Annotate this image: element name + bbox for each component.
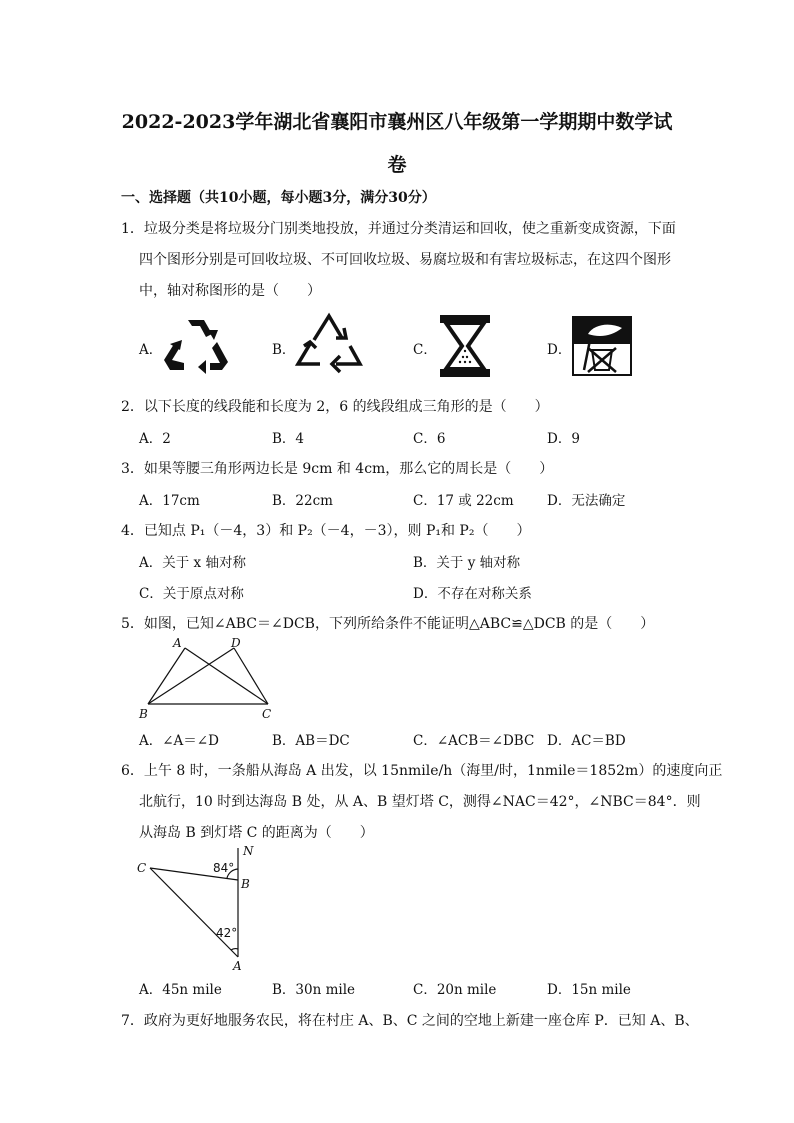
q1-line1: 1．垃圾分类是将垃圾分门别类地投放，并通过分类清运和回收，使之重新变成资源，下面 xyxy=(121,221,676,237)
q1-line3: 中，轴对称图形的是（ ） xyxy=(139,283,321,299)
q2-option-a[interactable]: A．2 xyxy=(139,431,171,447)
q6-angle-a: 42° xyxy=(216,926,238,940)
q6-line1: 6．上午 8 时，一条船从海岛 A 出发，以 15nmile/h（海里/时，1nmile＝1852m）的速度向正 xyxy=(121,763,723,779)
q5-label-a: A xyxy=(173,636,182,650)
q3-option-d[interactable]: D．无法确定 xyxy=(547,493,626,509)
q2-option-b[interactable]: B．4 xyxy=(272,431,305,447)
q5-option-d[interactable]: D．AC＝BD xyxy=(547,733,626,749)
q3-stem: 3．如果等腰三角形两边长是 9cm 和 4cm，那么它的周长是（ ） xyxy=(121,461,554,477)
q1-option-a[interactable]: A． xyxy=(139,342,163,358)
section-heading: 一、选择题（共10小题，每小题3分，满分30分） xyxy=(121,190,436,206)
q1-line2: 四个图形分别是可回收垃圾、不可回收垃圾、易腐垃圾和有害垃圾标志，在这四个图形 xyxy=(139,252,671,268)
q6-option-a[interactable]: A．45n mile xyxy=(139,982,222,998)
q2-option-c[interactable]: C．6 xyxy=(413,431,446,447)
hourglass-icon xyxy=(438,313,492,379)
q2-stem: 2．以下长度的线段能和长度为 2，6 的线段组成三角形的是（ ） xyxy=(121,399,549,415)
q1-option-d[interactable]: D． xyxy=(547,342,572,358)
q6-option-b[interactable]: B．30n mile xyxy=(272,982,356,998)
q6-line2: 北航行，10 时到达海岛 B 处，从 A、B 望灯塔 C，测得∠NAC＝42°，∠NBC＝84°．则 xyxy=(139,794,701,810)
q5-label-c: C xyxy=(262,707,272,721)
q6-label-c: C xyxy=(137,861,147,875)
q4-option-d[interactable]: D．不存在对称关系 xyxy=(413,586,532,602)
q6-label-a: A xyxy=(233,959,242,973)
page-title-line1: 2022-2023学年湖北省襄阳市襄州区八年级第一学期期中数学试 xyxy=(121,111,673,133)
q1-option-c[interactable]: C． xyxy=(413,342,437,358)
q4-option-a[interactable]: A．关于 x 轴对称 xyxy=(139,555,246,571)
recycle-alt-icon xyxy=(294,312,364,376)
q5-label-b: B xyxy=(139,707,148,721)
q4-stem: 4．已知点 P₁（－4，3）和 P₂（－4，－3），则 P₁和 P₂（ ） xyxy=(121,523,531,539)
q6-label-b: B xyxy=(241,877,250,891)
q4-option-b[interactable]: B．关于 y 轴对称 xyxy=(413,555,521,571)
q6-option-c[interactable]: C．20n mile xyxy=(413,982,497,998)
q5-option-a[interactable]: A．∠A＝∠D xyxy=(139,733,219,749)
q3-option-c[interactable]: C．17 或 22cm xyxy=(413,493,514,509)
q6-figure xyxy=(130,840,270,975)
q7-stem: 7．政府为更好地服务农民，将在村庄 A、B、C 之间的空地上新建一座仓库 P．已知 A、B、 xyxy=(121,1013,699,1029)
q5-option-b[interactable]: B．AB＝DC xyxy=(272,733,350,749)
q4-option-c[interactable]: C．关于原点对称 xyxy=(139,586,244,602)
q3-option-a[interactable]: A．17cm xyxy=(139,493,200,509)
crossed-bin-icon xyxy=(572,316,632,376)
q5-stem: 5．如图，已知∠ABC＝∠DCB，下列所给条件不能证明△ABC≌△DCB 的是（ ） xyxy=(121,616,655,632)
page-title-line2: 卷 xyxy=(387,154,407,176)
q6-option-d[interactable]: D．15n mile xyxy=(547,982,631,998)
q1-option-b[interactable]: B． xyxy=(272,342,296,358)
q6-line3: 从海岛 B 到灯塔 C 的距离为（ ） xyxy=(139,825,374,841)
q5-option-c[interactable]: C．∠ACB＝∠DBC xyxy=(413,733,535,749)
q2-option-d[interactable]: D．9 xyxy=(547,431,580,447)
q5-label-d: D xyxy=(231,636,241,650)
q5-figure xyxy=(130,632,290,724)
q3-option-b[interactable]: B．22cm xyxy=(272,493,333,509)
q6-label-n: N xyxy=(243,844,254,858)
recycle-icon xyxy=(162,316,230,374)
q6-angle-b: 84° xyxy=(213,861,235,875)
